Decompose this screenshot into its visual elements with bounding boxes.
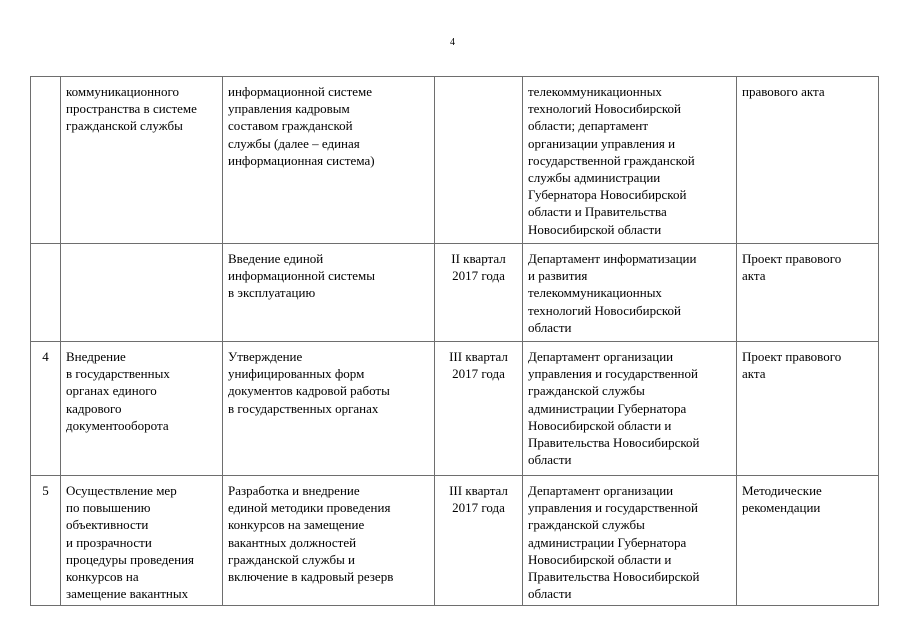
row-number-cell: 4	[31, 342, 61, 476]
measure-cell: Осуществление мер по повышению объективности и прозрачности процедуры проведения конкурсов на замещение вакантных	[61, 476, 223, 606]
measure-cell: Внедрение в государственных органах единого кадрового документооборота	[61, 342, 223, 476]
result-cell: Проект правового акта	[737, 342, 879, 476]
term-cell	[435, 77, 523, 244]
table-row	[31, 77, 879, 244]
action-cell: Введение единой информационной системы в эксплуатацию	[223, 244, 435, 342]
term-cell: III квартал 2017 года	[435, 476, 523, 606]
action-cell: информационной системе управления кадровым составом гражданской службы (далее – единая информационная система)	[223, 77, 435, 244]
table-row	[31, 476, 879, 606]
table-row	[31, 244, 879, 342]
row-number-cell	[31, 244, 61, 342]
measure-cell: коммуникационного пространства в системе гражданской службы	[61, 77, 223, 244]
plan-table	[30, 76, 879, 606]
executor-cell: телекоммуникационных технологий Новосибирской области; департамент организации управления и государственной гражданской службы администрации Губернатора Новосибирской области и Правительства Новосибирской области	[523, 77, 737, 244]
term-cell: III квартал 2017 года	[435, 342, 523, 476]
executor-cell: Департамент организации управления и государственной гражданской службы администрации Губернатора Новосибирской области и Правительства Новосибирской области	[523, 342, 737, 476]
table-row	[31, 342, 879, 476]
result-cell: правового акта	[737, 77, 879, 244]
page-number: 4	[450, 37, 455, 48]
term-cell: II квартал 2017 года	[435, 244, 523, 342]
row-number-cell	[31, 77, 61, 244]
row-number-cell: 5	[31, 476, 61, 606]
result-cell: Проект правового акта	[737, 244, 879, 342]
measure-cell	[61, 244, 223, 342]
executor-cell: Департамент информатизации и развития телекоммуникационных технологий Новосибирской области	[523, 244, 737, 342]
action-cell: Утверждение унифицированных форм документов кадровой работы в государственных органах	[223, 342, 435, 476]
action-cell: Разработка и внедрение единой методики проведения конкурсов на замещение вакантных должностей гражданской службы и включение в кадровый резерв	[223, 476, 435, 606]
executor-cell: Департамент организации управления и государственной гражданской службы администрации Губернатора Новосибирской области и Правительства Новосибирской области	[523, 476, 737, 606]
result-cell: Методические рекомендации	[737, 476, 879, 606]
